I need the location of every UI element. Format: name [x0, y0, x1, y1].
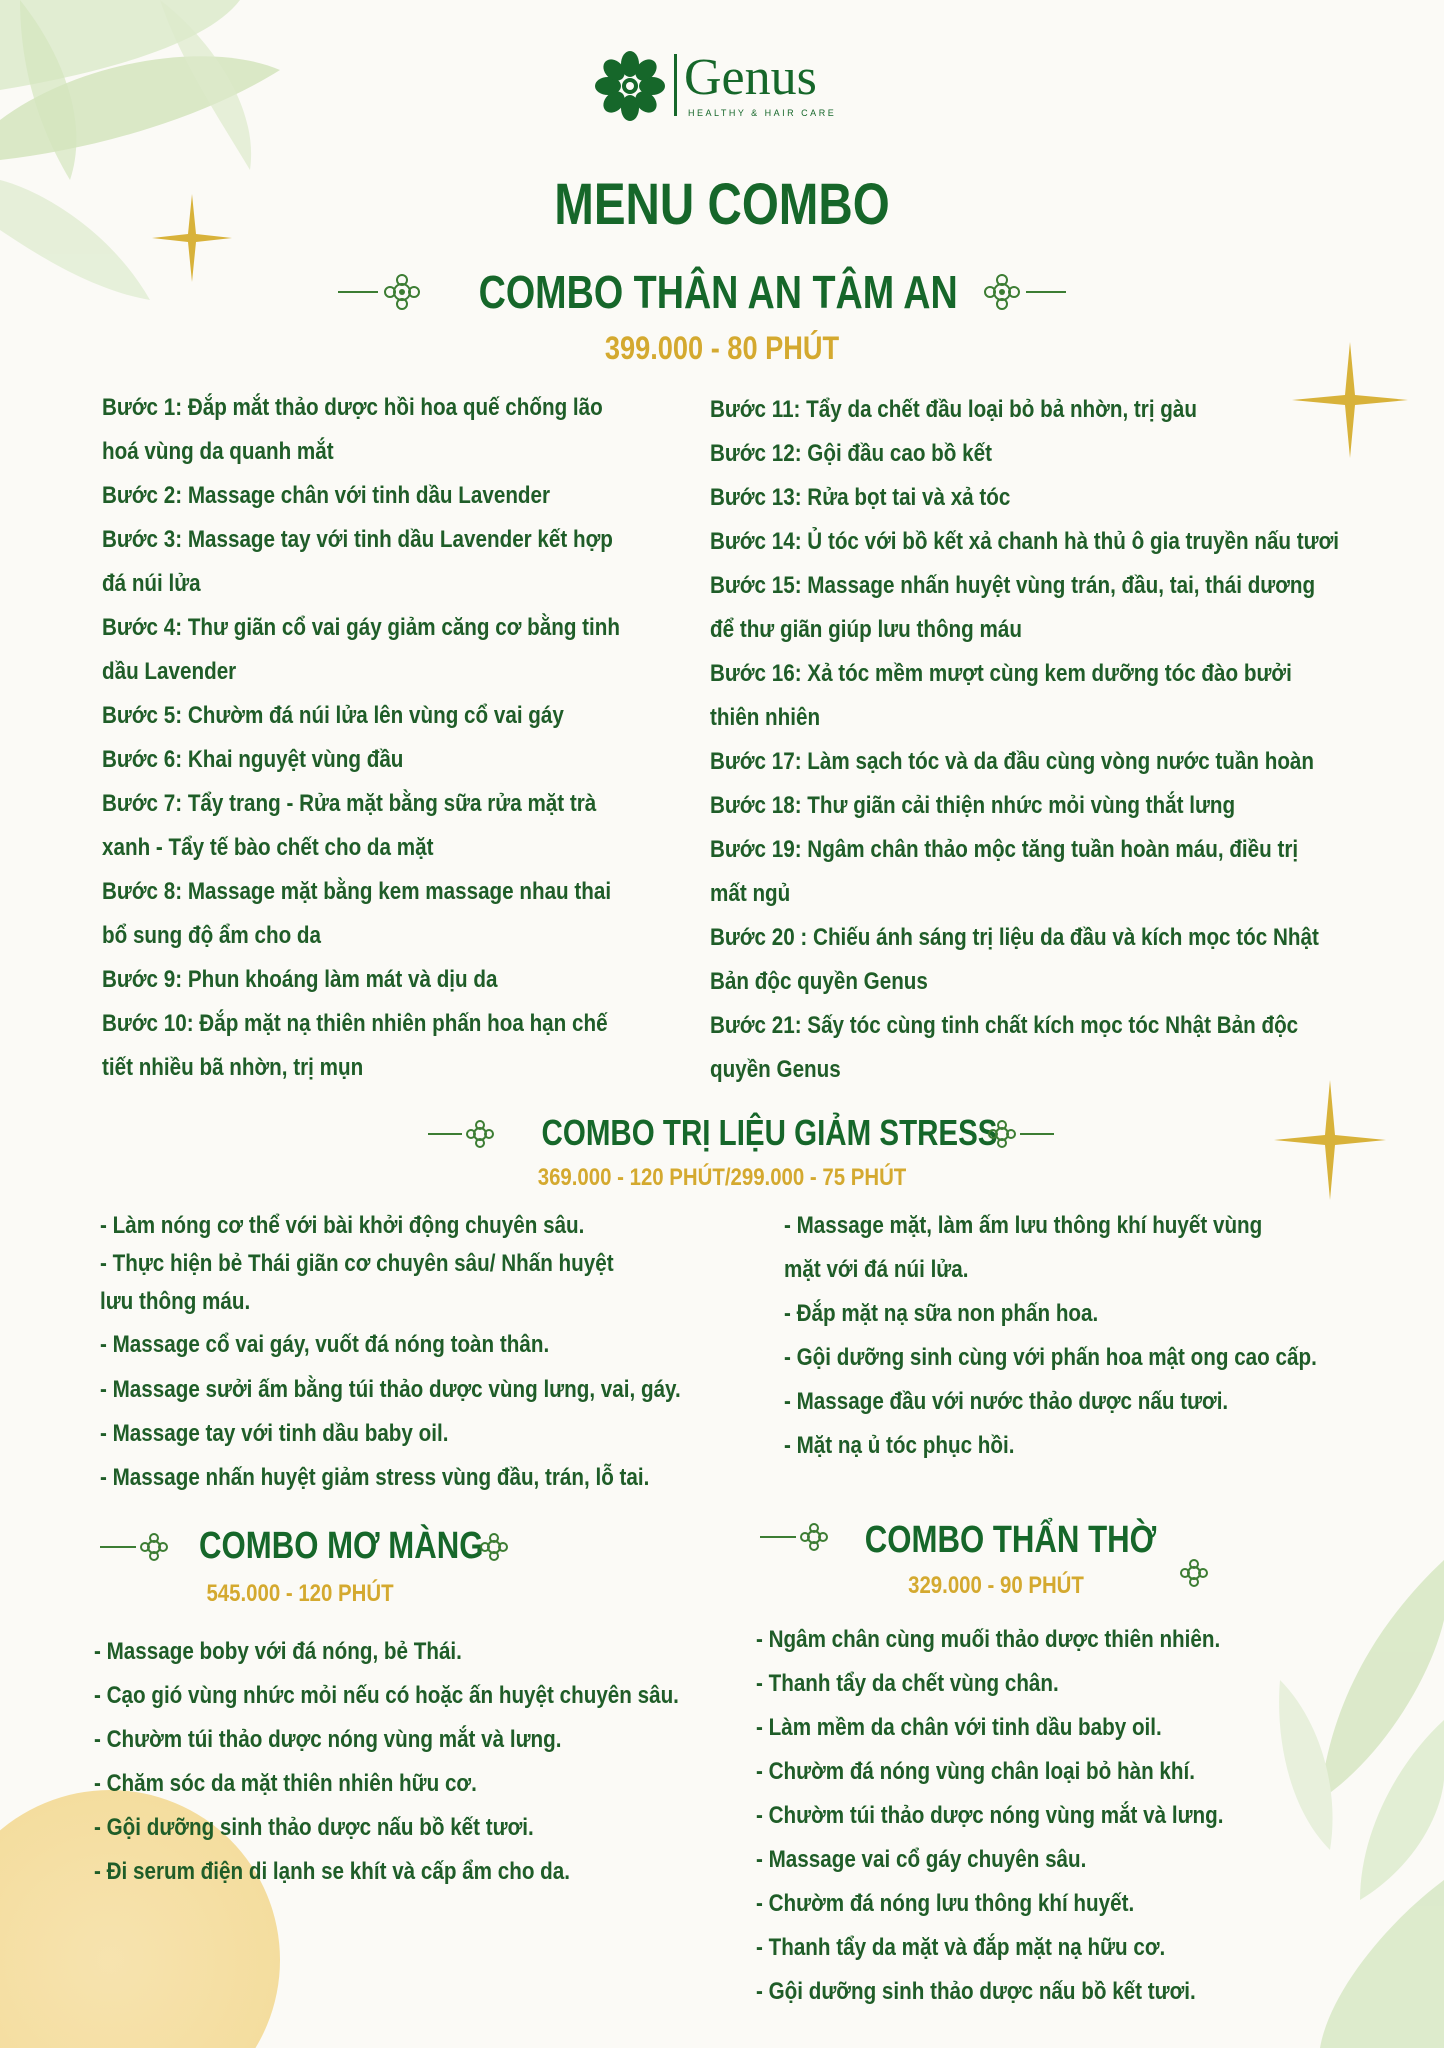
list-item: Bước 6: Khai nguyệt vùng đầu — [102, 746, 404, 773]
list-item: - Massage mặt, làm ấm lưu thông khí huyết vùng — [784, 1212, 1263, 1239]
brand-tagline: HEALTHY & HAIR CARE — [688, 108, 837, 118]
list-item: Bước 5: Chườm đá núi lửa lên vùng cổ vai gáy — [102, 702, 564, 729]
list-item: - Massage vai cổ gáy chuyên sâu. — [756, 1846, 1087, 1873]
list-item: - Thực hiện bẻ Thái giãn cơ chuyên sâu/ Nhấn huyệt — [100, 1250, 614, 1277]
list-item: để thư giãn giúp lưu thông máu — [710, 616, 1022, 643]
list-item: - Gội dưỡng sinh thảo dược nấu bồ kết tươi. — [756, 1978, 1196, 2005]
list-item: hoá vùng da quanh mắt — [102, 438, 334, 465]
list-item: - Thanh tẩy da chết vùng chân. — [756, 1670, 1059, 1697]
list-item: Bước 1: Đắp mắt thảo dược hồi hoa quế chống lão — [102, 394, 603, 421]
list-item: Bước 14: Ủ tóc với bồ kết xả chanh hà thủ ô gia truyền nấu tươi — [710, 528, 1339, 555]
list-item: mặt với đá núi lửa. — [784, 1256, 969, 1283]
floral-flourish-icon — [974, 272, 1066, 312]
list-item: - Chăm sóc da mặt thiên nhiên hữu cơ. — [94, 1770, 477, 1797]
list-item: - Massage tay với tinh dầu baby oil. — [100, 1420, 449, 1447]
list-item: Bước 8: Massage mặt bằng kem massage nhau thai — [102, 878, 612, 905]
floral-flourish-icon — [1174, 1556, 1214, 1590]
combo1-left-list — [102, 386, 620, 1090]
brand-name: Genus — [684, 49, 817, 106]
list-item: Bước 20 : Chiếu ánh sáng trị liệu da đầu và kích mọc tóc Nhật — [710, 924, 1319, 951]
list-item: Bước 13: Rửa bọt tai và xả tóc — [710, 484, 1011, 511]
list-item: Bản độc quyền Genus — [710, 968, 928, 995]
list-item: Bước 19: Ngâm chân thảo mộc tăng tuần hoàn máu, điều trị — [710, 836, 1299, 863]
list-item: - Đắp mặt nạ sữa non phấn hoa. — [784, 1300, 1099, 1327]
list-item: - Chườm đá nóng lưu thông khí huyết. — [756, 1890, 1135, 1917]
combo1-title: COMBO THÂN AN TÂM AN — [478, 266, 958, 318]
list-item: - Cạo gió vùng nhức mỏi nếu có hoặc ấn huyệt chuyên sâu. — [94, 1682, 679, 1709]
list-item: - Gội dưỡng sinh cùng với phấn hoa mật ong cao cấp. — [784, 1344, 1317, 1371]
list-item: Bước 17: Làm sạch tóc và da đầu cùng vòng nước tuần hoàn — [710, 748, 1315, 775]
floral-flourish-icon — [474, 1530, 514, 1564]
list-item: Bước 21: Sấy tóc cùng tinh chất kích mọc tóc Nhật Bản độc — [710, 1012, 1299, 1039]
list-item: - Massage nhấn huyệt giảm stress vùng đầu, trán, lỗ tai. — [100, 1464, 650, 1491]
list-item: - Đi serum điện di lạnh se khít và cấp ẩm cho da. — [94, 1858, 571, 1885]
list-item: - Làm nóng cơ thể với bài khởi động chuyên sâu. — [100, 1212, 585, 1239]
list-item: bổ sung độ ẩm cho da — [102, 922, 322, 949]
leaves-right-icon — [1279, 1560, 1444, 2048]
list-item: lưu thông máu. — [100, 1288, 251, 1315]
list-item: - Mặt nạ ủ tóc phục hồi. — [784, 1432, 1015, 1459]
lotus-flower-icon — [594, 50, 666, 122]
combo2-title: COMBO TRỊ LIỆU GIẢM STRESS — [541, 1112, 998, 1153]
combo2-price: 369.000 - 120 PHÚT/299.000 - 75 PHÚT — [537, 1164, 907, 1191]
list-item: Bước 7: Tẩy trang - Rửa mặt bằng sữa rửa mặt trà — [102, 790, 597, 817]
list-item: - Massage đầu với nước thảo dược nấu tươi. — [784, 1388, 1229, 1415]
combo4-price: 329.000 - 90 PHÚT — [908, 1572, 1084, 1599]
list-item: Bước 4: Thư giãn cổ vai gáy giảm căng cơ bằng tinh — [102, 614, 621, 641]
floral-flourish-icon — [428, 1118, 500, 1150]
floral-flourish-icon — [760, 1520, 832, 1554]
list-item: - Gội dưỡng sinh thảo dược nấu bồ kết tươi. — [94, 1814, 534, 1841]
logo-divider — [674, 54, 677, 116]
list-item: thiên nhiên — [710, 704, 821, 731]
list-item: Bước 12: Gội đầu cao bồ kết — [710, 440, 992, 467]
list-item: - Massage cổ vai gáy, vuốt đá nóng toàn thân. — [100, 1331, 550, 1358]
combo3-price: 545.000 - 120 PHÚT — [206, 1580, 394, 1607]
list-item: mất ngủ — [710, 880, 791, 907]
list-item: Bước 11: Tẩy da chết đầu loại bỏ bả nhờn, trị gàu — [710, 396, 1197, 423]
list-item: Bước 9: Phun khoáng làm mát và dịu da — [102, 966, 498, 993]
combo4-list — [756, 1618, 1223, 2014]
list-item: - Chườm đá nóng vùng chân loại bỏ hàn khí. — [756, 1758, 1195, 1785]
list-item: - Chườm túi thảo dược nóng vùng mắt và lưng. — [94, 1726, 562, 1753]
combo2-left-list — [100, 1206, 681, 1500]
page-title: MENU COMBO — [554, 172, 890, 237]
leaves-top-left-icon — [0, 0, 280, 300]
list-item: tiết nhiều bã nhờn, trị mụn — [102, 1054, 364, 1081]
list-item: dầu Lavender — [102, 658, 237, 685]
combo4-title: COMBO THẨN THỜ — [864, 1519, 1157, 1561]
combo2-right-list — [784, 1204, 1317, 1468]
list-item: xanh - Tẩy tế bào chết cho da mặt — [102, 834, 434, 861]
list-item: - Massage boby với đá nóng, bẻ Thái. — [94, 1638, 462, 1665]
list-item: Bước 10: Đắp mặt nạ thiên nhiên phấn hoa hạn chế — [102, 1010, 608, 1037]
list-item: - Massage sưởi ấm bằng túi thảo dược vùng lưng, vai, gáy. — [100, 1376, 681, 1403]
list-item: Bước 3: Massage tay với tinh dầu Lavender kết hợp — [102, 526, 613, 553]
list-item: Bước 18: Thư giãn cải thiện nhức mỏi vùng thắt lưng — [710, 792, 1236, 819]
list-item: - Chườm túi thảo dược nóng vùng mắt và lưng. — [756, 1802, 1224, 1829]
combo1-right-list — [710, 388, 1339, 1092]
list-item: Bước 16: Xả tóc mềm mượt cùng kem dưỡng tóc đào bưởi — [710, 660, 1292, 687]
list-item: quyền Genus — [710, 1056, 841, 1083]
combo3-list — [94, 1630, 679, 1894]
combo1-price: 399.000 - 80 PHÚT — [604, 330, 840, 366]
floral-flourish-icon — [982, 1118, 1054, 1150]
brand-logo — [594, 48, 864, 128]
list-item: Bước 15: Massage nhấn huyệt vùng trán, đầu, tai, thái dương — [710, 572, 1316, 599]
list-item: - Thanh tẩy da mặt và đắp mặt nạ hữu cơ. — [756, 1934, 1166, 1961]
list-item: - Ngâm chân cùng muối thảo dược thiên nhiên. — [756, 1626, 1221, 1653]
floral-flourish-icon — [100, 1530, 172, 1564]
list-item: Bước 2: Massage chân với tinh dầu Lavender — [102, 482, 551, 509]
combo3-title: COMBO MƠ MÀNG — [199, 1525, 484, 1567]
list-item: - Làm mềm da chân với tinh dầu baby oil. — [756, 1714, 1162, 1741]
list-item: đá núi lửa — [102, 570, 201, 597]
floral-flourish-icon — [338, 272, 430, 312]
